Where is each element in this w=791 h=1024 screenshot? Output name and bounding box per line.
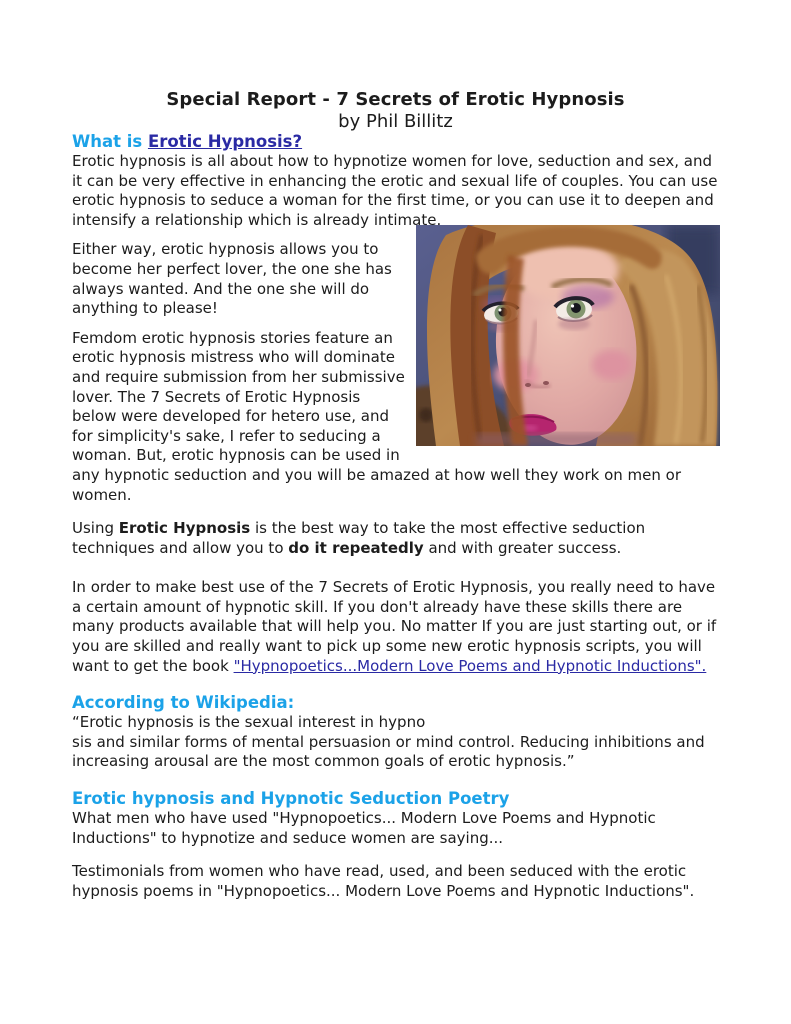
paragraph-intro: Erotic hypnosis is all about how to hypnotize women for love, seduction and sex, and it can be very effective in enhancing the erotic and sexual life of couples. You can use erotic hypnosis to seduce a woman for the first time, or you can use it to deepen and intensify a relationship which is already intimate. [72, 152, 718, 229]
paragraph-what-men: What men who have used "Hypnopoetics... Modern Love Poems and Hypnotic Inductions" to hypnotize and seduce women are saying... [72, 809, 656, 847]
woman-portrait-illustration [416, 225, 720, 446]
paragraph-either-way: Either way, erotic hypnosis allows you to become her perfect lover, the one she has always wanted. And the one she will do anything to please! [72, 240, 392, 318]
byline: by Phil Billitz [338, 111, 453, 132]
erotic-hypnosis-link[interactable]: Erotic Hypnosis? [147, 132, 303, 151]
paragraph-wikipedia-quote [72, 713, 719, 772]
paragraph-femdom: Femdom erotic hypnosis stories feature an erotic hypnosis mistress who will dominate and require submission from her submissive lover. The 7 Secrets of Erotic Hypnosis below were developed for hetero use, and for simplicity's sake, I refer to seducing a woman. But, erotic hypnosis can be used in any hypnotic seduction and you will be amazed at how well they work on men or women. [72, 328, 681, 504]
page-title: Special Report - 7 Secrets of Erotic Hypnosis [166, 89, 625, 110]
erotic-hypnosis-bold-text: Erotic Hypnosis [118, 519, 251, 538]
paragraph-in-order [72, 578, 719, 676]
section-heading-wikipedia: According to Wikipedia: [72, 693, 295, 713]
using-pre-text: Using [72, 519, 119, 538]
paragraph-using [72, 519, 719, 558]
heading-prefix-text: What is [72, 132, 148, 151]
using-post-text: and with greater success. [423, 538, 622, 557]
woman-portrait-photo [416, 225, 720, 446]
section-heading-poetry: Erotic hypnosis and Hypnotic Seduction Poetry [72, 789, 510, 809]
using-mid-text: is the best way to take the most effective seduction techniques and allow you to [72, 519, 646, 557]
do-it-repeatedly-bold-text: do it repeatedly [288, 538, 424, 557]
wiki-quote-line2: sis and similar forms of mental persuasion or mind control. Reducing inhibitions and increasing arousal are the most common goals of erotic hypnosis.” [72, 732, 705, 771]
paragraph-testimonials: Testimonials from women who have read, used, and been seduced with the erotic hypnosis poems in "Hypnopoetics... Modern Love Poems and Hypnotic Inductions". [72, 862, 695, 900]
wiki-quote-line1: “Erotic hypnosis is the sexual interest in hypno [72, 713, 426, 732]
hypnopoetics-book-link[interactable]: "Hypnopoetics...Modern Love Poems and Hypnotic Inductions". [233, 656, 707, 675]
in-order-pre-text: In order to make best use of the 7 Secrets of Erotic Hypnosis, you really need to have a certain amount of hypnotic skill. If you don't already have these skills there are many products available that will help you. No matter If you are just starting out, or if you are skilled and really want to pick up some new erotic hypnosis scripts, you will want to get the book [72, 578, 717, 675]
section-heading-what-is [72, 132, 719, 152]
